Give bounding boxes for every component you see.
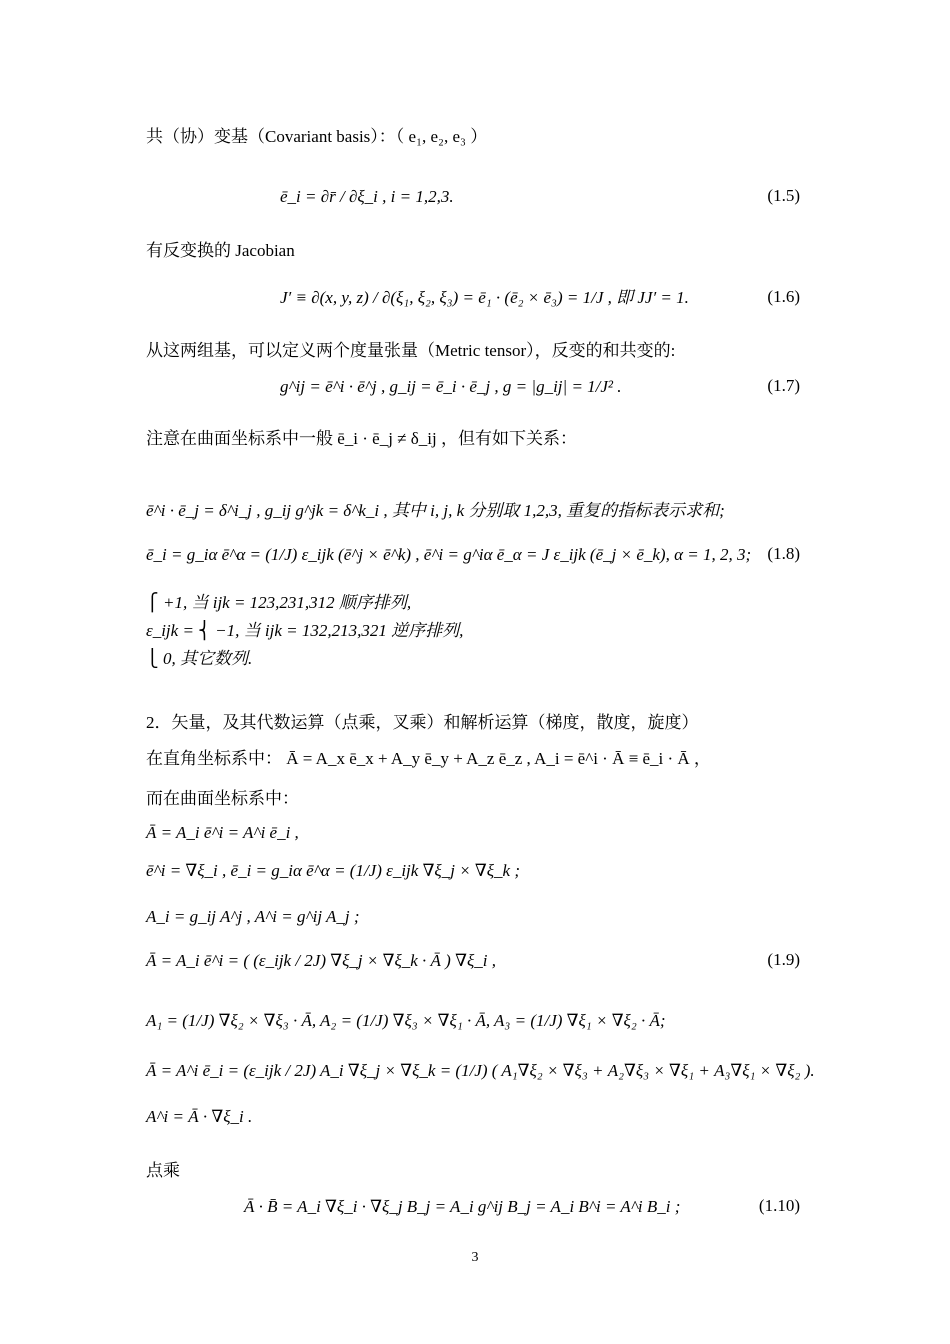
covariant-basis-heading: 共（协）变基（Covariant basis）：（ e₁, e₂, e₃ ） [146,127,488,146]
section-2-heading: 2．矢量，及其代数运算（点乘，叉乘）和解析运算（梯度，散度，旋度） [146,713,699,732]
vector-eq-4: Ā = A_i ē^i = ( (ε_ijk / 2J) ∇ξ_j × ∇ξ_k · Ā ) ∇ξ_i , [146,951,496,970]
vector-eq-5: A₁ = (1/J) ∇ξ₂ × ∇ξ₃ · Ā, A₂ = (1/J) ∇ξ₃ × ∇ξ₁ · Ā, A₃ = (1/J) ∇ξ₁ × ∇ξ₂ · Ā; [146,1011,666,1030]
vector-eq-1: Ā = A_i ē^i = A^i ē_i , [146,823,299,842]
vector-eq-3: A_i = g_ij A^j , A^i = g^ij A_j ; [146,907,360,926]
equation-number-1-5: (1.5) [767,186,800,205]
metric-tensor-intro: 从这两组基，可以定义两个度量张量（Metric tensor），反变的和共变的: [146,341,676,360]
dot-product-heading: 点乘 [146,1161,180,1180]
vector-eq-2: ē^i = ∇ξ_i , ē_i = g_iα ē^α = (1/J) ε_ijk ∇ξ_j × ∇ξ_k ; [146,861,521,880]
levi-civita-case-2: ε_ijk = ⎨ −1, 当 ijk = 132,213,321 逆序排列, [146,621,464,640]
levi-civita-case-1: ⎧ +1, 当 ijk = 123,231,312 顺序排列, [146,593,412,612]
equation-1-6: J′ ≡ ∂(x, y, z) / ∂(ξ₁, ξ₂, ξ₃) = ē₁ · (ē₂ × ē₃) = 1/J , 即 JJ′ = 1. [280,288,689,307]
equation-number-1-9: (1.9) [767,950,800,969]
equation-number-1-7: (1.7) [767,376,800,395]
equation-1-7: g^ij = ē^i · ē^j , g_ij = ē_i · ē_j , g = |g_ij| = 1/J² . [280,377,622,396]
note-line: 注意在曲面坐标系中一般 ē_i · ē_j ≠ δ_ij ，但有如下关系： [146,429,577,448]
equation-1-5: ē_i = ∂r̄ / ∂ξ_i , i = 1,2,3. [280,187,454,206]
equation-number-1-6: (1.6) [767,287,800,306]
curvilinear-intro: 而在曲面坐标系中： [146,789,299,808]
vector-eq-7: A^i = Ā · ∇ξ_i . [146,1107,253,1126]
jacobian-intro: 有反变换的 Jacobian [146,241,295,260]
vector-eq-6: Ā = A^i ē_i = (ε_ijk / 2J) A_i ∇ξ_j × ∇ξ_k = (1/J) ( A₁∇ξ₂ × ∇ξ₃ + A₂∇ξ₃ × ∇ξ₁ + A₃∇ξ₁ × ∇ξ₂ ). [146,1061,815,1080]
relation-line-2: ē_i = g_iα ē^α = (1/J) ε_ijk (ē^j × ē^k) , ē^i = g^iα ē_α = J ε_ijk (ē_j × ē_k), α = 1, 2, 3; [146,545,752,564]
relation-line-1: ē^i · ē_j = δ^i_j , g_ij g^jk = δ^k_i , 其中 i, j, k 分别取 1,2,3, 重复的指标表示求和; [146,501,725,520]
cartesian-vector-line: 在直角坐标系中： Ā = A_x ē_x + A_y ē_y + A_z ē_z , A_i = ē^i · Ā ≡ ē_i · Ā ， [146,749,711,768]
levi-civita-case-3: ⎩ 0, 其它数列. [146,649,253,668]
equation-number-1-10: (1.10) [758,1196,800,1215]
equation-1-10: Ā · B̄ = A_i ∇ξ_i · ∇ξ_j B_j = A_i g^ij B_j = A_i B^i = A^i B_i ; [244,1197,681,1216]
equation-number-1-8: (1.8) [767,544,800,563]
page-number: 3 [471,1250,479,1265]
